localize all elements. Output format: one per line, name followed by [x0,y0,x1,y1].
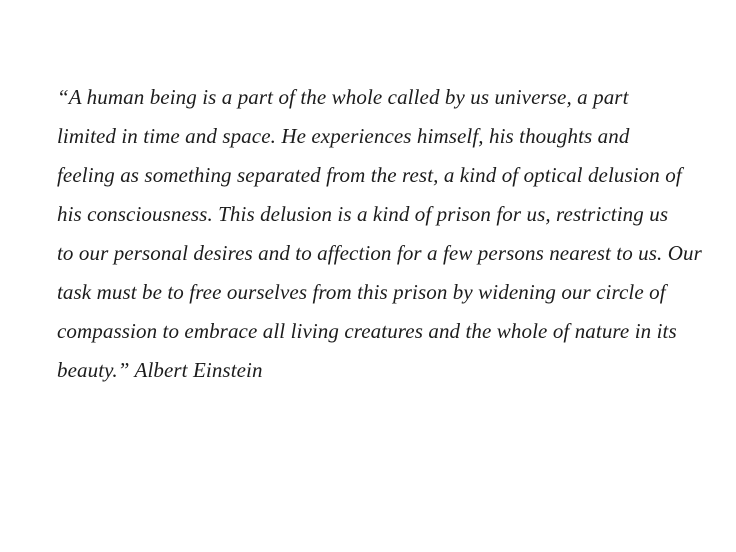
quote-line: to our personal desires and to affection for a few persons nearest to us. Our [57,241,702,265]
quote-line: compassion to embrace all living creatures and the whole of nature in its [57,319,677,343]
quote-line: limited in time and space. He experiences himself, his thoughts and [57,124,630,148]
quote-line-attribution: beauty.” Albert Einstein [57,358,263,382]
quote-line: his consciousness. This delusion is a kind of prison for us, restricting us [57,202,669,226]
quote-line: task must be to free ourselves from this prison by widening our circle of [57,280,666,304]
einstein-quote-block [57,78,702,390]
quote-line: “A human being is a part of the whole called by us universe, a part [57,85,629,109]
quote-line: feeling as something separated from the rest, a kind of optical delusion of [57,163,682,187]
